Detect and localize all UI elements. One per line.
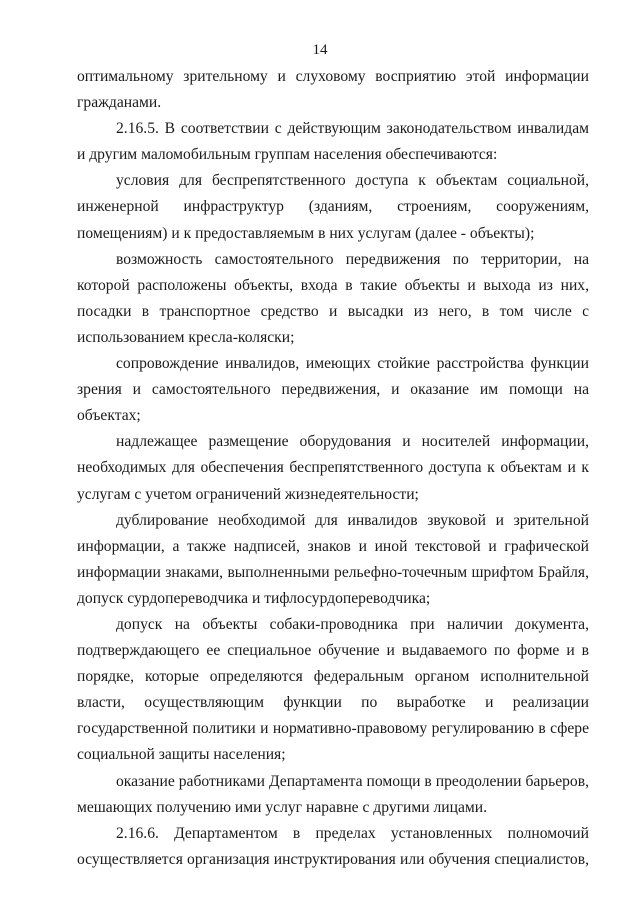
page-number: 14: [312, 42, 328, 58]
paragraph-continuation: оптимальному зрительному и слуховому восприятию этой информации гражданами.: [77, 68, 589, 112]
list-item-access-conditions: условия для беспрепятственного доступа к объектам социальной, инженерной инфраструктур (зданиям, строениям, сооружениям, помещениям) и к предоставляемым в них услугам (далее - объекты);: [77, 172, 589, 242]
list-item-escort: сопровождение инвалидов, имеющих стойкие расстройства функции зрения и самостоятельного передвижения, и оказание им помощи на объектах;: [77, 355, 589, 425]
paragraph-2-16-5: 2.16.5. В соответствии с действующим законодательством инвалидам и другим маломобильным группам населения обеспечиваются:: [77, 120, 589, 164]
list-item-staff-assistance: оказание работниками Департамента помощи в преодолении барьеров, мешающих получению ими услуг наравне с другими лицами.: [77, 772, 589, 816]
list-item-guide-dog: допуск на объекты собаки-проводника при наличии документа, подтверждающего ее специальное обучение и выдаваемого по форме и в порядке, которые определяются федеральным органом исполнительной власти, осуществляющим функции по выработке и реализации государственной политики и нормативно-правовому регулированию в сфере социальной защиты населения;: [77, 615, 589, 764]
list-item-movement: возможность самостоятельного передвижения по территории, на которой расположены объекты, входа в такие объекты и выхода из них, посадки в транспортное средство и высадки из него, в том числе с использованием кресла-коляски;: [77, 250, 589, 346]
document-body: [77, 64, 589, 873]
list-item-duplication: дублирование необходимой для инвалидов звуковой и зрительной информации, а также надписей, знаков и иной текстовой и графической информации знаками, выполненными рельефно-точечным шрифтом Брайля, допуск сурдопереводчика и тифлосурдопереводчика;: [77, 511, 589, 607]
list-item-equipment-placement: надлежащее размещение оборудования и носителей информации, необходимых для обеспечения беспрепятственного доступа к объектам и к услугам с учетом ограничений жизнедеятельности;: [77, 433, 589, 503]
paragraph-2-16-6: 2.16.6. Департаментом в пределах установленных полномочий осуществляется организация инструктирования или обучения специалистов,: [77, 824, 589, 868]
